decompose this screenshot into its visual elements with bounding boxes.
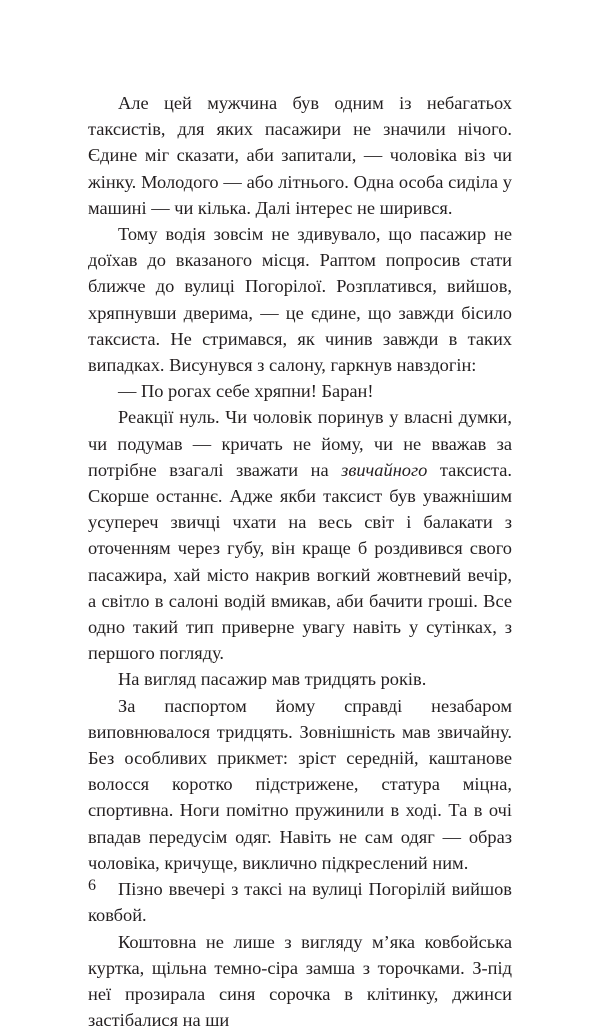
page-body [88, 90, 512, 1033]
paragraph-4-text-before: Реакції нуль. Чи чоловік поринув у власні думки, чи подумав — кричать не йому, чи не вважав за потрібне взагалі зважати на [88, 407, 512, 479]
paragraph-3-dialogue: — По рогах себе хряпни! Баран! [88, 378, 512, 404]
paragraph-5: На вигляд пасажир мав тридцять років. [88, 666, 512, 692]
paragraph-2: Тому водія зовсім не здивувало, що пасажир не доїхав до вказаного місця. Раптом попросив стати ближче до вулиці Погорілої. Розплатився, вийшов, хряпнувши дверима, — це єдине, що завжди бісило таксиста. Не стримався, як чинив завжди в таких випадках. Висунувся з салону, гаркнув навздогін: [88, 221, 512, 378]
paragraph-4-emphasis: звичайного [341, 460, 427, 480]
paragraph-4-text-after: таксиста. Скорше останнє. Адже якби таксист був уважнішим усупереч звичці чхати на весь світ і балакати з оточенням через губу, він краще б роздивився свого пасажира, хай місто накрив вогкий жовтневий вечір, а світло в салоні водій вмикав, аби бачити гроші. Все одно такий тип приверне увагу навіть у сутінках, з першого погляду. [88, 460, 512, 663]
paragraph-4 [88, 404, 512, 666]
paragraph-6: За паспортом йому справді незабаром виповнювалося тридцять. Зовнішність мав звичайну. Без особливих прикмет: зріст середній, каштанове волосся коротко підстрижене, статура міцна, спортивна. Ноги помітно пружинили в ході. Та в очі впадав передусім одяг. Навіть не сам одяг — образ чоловіка, кричуще, виклично підкреслений ним. [88, 693, 512, 876]
paragraph-1: Але цей мужчина був одним із небагатьох таксистів, для яких пасажири не значили нічого. Єдине міг сказати, аби запитали, — чоловіка віз чи жінку. Молодого — або літнього. Одна особа сиділа у машині — чи кілька. Далі інтерес не ширився. [88, 90, 512, 221]
paragraph-7: Пізно ввечері з таксі на вулиці Погорілій вийшов ковбой. [88, 876, 512, 928]
page-number: 6 [88, 876, 96, 896]
paragraph-8: Коштовна не лише з вигляду м’яка ковбойська куртка, щільна темно-сіра замша з торочками. З-під неї прозирала синя сорочка в клітинку, джинси застібалися на ши [88, 929, 512, 1033]
